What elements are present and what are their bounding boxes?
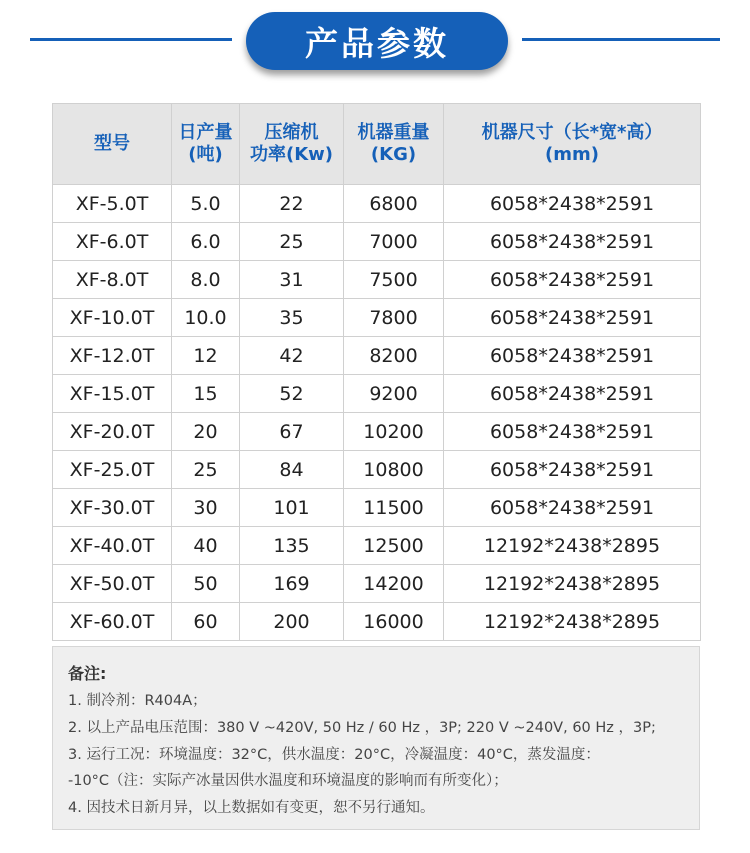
daily-output-cell: 50 [172, 565, 240, 603]
daily-output-cell: 30 [172, 489, 240, 527]
daily-output-cell: 5.0 [172, 185, 240, 223]
header-compressor-power: 压缩机 功率(Kw) [240, 104, 344, 185]
model-cell: XF-40.0T [53, 527, 172, 565]
weight-cell: 16000 [344, 603, 444, 641]
power-cell: 25 [240, 223, 344, 261]
header-dimensions: 机器尺寸（长*宽*高） (mm) [444, 104, 701, 185]
table-row [53, 185, 701, 223]
model-cell: XF-5.0T [53, 185, 172, 223]
note-line: -10°C（注：实际产冰量因供水温度和环境温度的影响而有所变化）； [68, 773, 508, 789]
header-model: 型号 [53, 104, 172, 185]
model-cell: XF-6.0T [53, 223, 172, 261]
power-cell: 67 [240, 413, 344, 451]
daily-output-cell: 25 [172, 451, 240, 489]
model-cell: XF-15.0T [53, 375, 172, 413]
dimensions-cell: 6058*2438*2591 [444, 337, 701, 375]
power-cell: 22 [240, 185, 344, 223]
table-row [53, 451, 701, 489]
table-row [53, 565, 701, 603]
dimensions-cell: 12192*2438*2895 [444, 603, 701, 641]
weight-cell: 14200 [344, 565, 444, 603]
dimensions-cell: 6058*2438*2591 [444, 185, 701, 223]
weight-cell: 12500 [344, 527, 444, 565]
model-cell: XF-12.0T [53, 337, 172, 375]
table-row [53, 337, 701, 375]
weight-cell: 7500 [344, 261, 444, 299]
table-row [53, 299, 701, 337]
daily-output-cell: 60 [172, 603, 240, 641]
header-weight: 机器重量 (KG) [344, 104, 444, 185]
note-line: 4. 因技术日新月异，以上数据如有变更，恕不另行通知。 [68, 800, 435, 816]
section-title: 产品参数 [246, 12, 508, 70]
table-header-row [53, 104, 701, 185]
power-cell: 42 [240, 337, 344, 375]
table-row [53, 223, 701, 261]
weight-cell: 10200 [344, 413, 444, 451]
dimensions-cell: 12192*2438*2895 [444, 527, 701, 565]
title-divider-left [30, 38, 232, 41]
power-cell: 169 [240, 565, 344, 603]
note-line: 1. 制冷剂：R404A； [68, 693, 207, 709]
weight-cell: 7000 [344, 223, 444, 261]
table-row [53, 527, 701, 565]
weight-cell: 11500 [344, 489, 444, 527]
daily-output-cell: 8.0 [172, 261, 240, 299]
daily-output-cell: 12 [172, 337, 240, 375]
notes-title: 备注: [68, 664, 107, 683]
table-row [53, 375, 701, 413]
daily-output-cell: 40 [172, 527, 240, 565]
spec-table [52, 103, 701, 641]
notes-box [52, 646, 700, 830]
dimensions-cell: 6058*2438*2591 [444, 489, 701, 527]
daily-output-cell: 20 [172, 413, 240, 451]
table-row [53, 489, 701, 527]
model-cell: XF-20.0T [53, 413, 172, 451]
model-cell: XF-30.0T [53, 489, 172, 527]
power-cell: 52 [240, 375, 344, 413]
power-cell: 135 [240, 527, 344, 565]
title-divider-right [522, 38, 720, 41]
model-cell: XF-10.0T [53, 299, 172, 337]
power-cell: 35 [240, 299, 344, 337]
dimensions-cell: 6058*2438*2591 [444, 413, 701, 451]
weight-cell: 7800 [344, 299, 444, 337]
weight-cell: 9200 [344, 375, 444, 413]
table-row [53, 413, 701, 451]
power-cell: 84 [240, 451, 344, 489]
daily-output-cell: 6.0 [172, 223, 240, 261]
note-line: 2. 以上产品电压范围：380 V ~420V, 50 Hz / 60 Hz ，3P; 220 V ~240V, 60 Hz ，3P; [68, 720, 656, 736]
table-row [53, 603, 701, 641]
weight-cell: 10800 [344, 451, 444, 489]
weight-cell: 8200 [344, 337, 444, 375]
model-cell: XF-25.0T [53, 451, 172, 489]
dimensions-cell: 6058*2438*2591 [444, 451, 701, 489]
dimensions-cell: 6058*2438*2591 [444, 299, 701, 337]
note-line: 3. 运行工况：环境温度：32°C，供水温度：20°C，冷凝温度：40°C，蒸发温度： [68, 747, 600, 763]
daily-output-cell: 15 [172, 375, 240, 413]
dimensions-cell: 6058*2438*2591 [444, 375, 701, 413]
weight-cell: 6800 [344, 185, 444, 223]
power-cell: 31 [240, 261, 344, 299]
dimensions-cell: 6058*2438*2591 [444, 261, 701, 299]
dimensions-cell: 6058*2438*2591 [444, 223, 701, 261]
power-cell: 200 [240, 603, 344, 641]
header-daily-output: 日产量 (吨) [172, 104, 240, 185]
table-row [53, 261, 701, 299]
dimensions-cell: 12192*2438*2895 [444, 565, 701, 603]
model-cell: XF-8.0T [53, 261, 172, 299]
model-cell: XF-60.0T [53, 603, 172, 641]
daily-output-cell: 10.0 [172, 299, 240, 337]
model-cell: XF-50.0T [53, 565, 172, 603]
power-cell: 101 [240, 489, 344, 527]
